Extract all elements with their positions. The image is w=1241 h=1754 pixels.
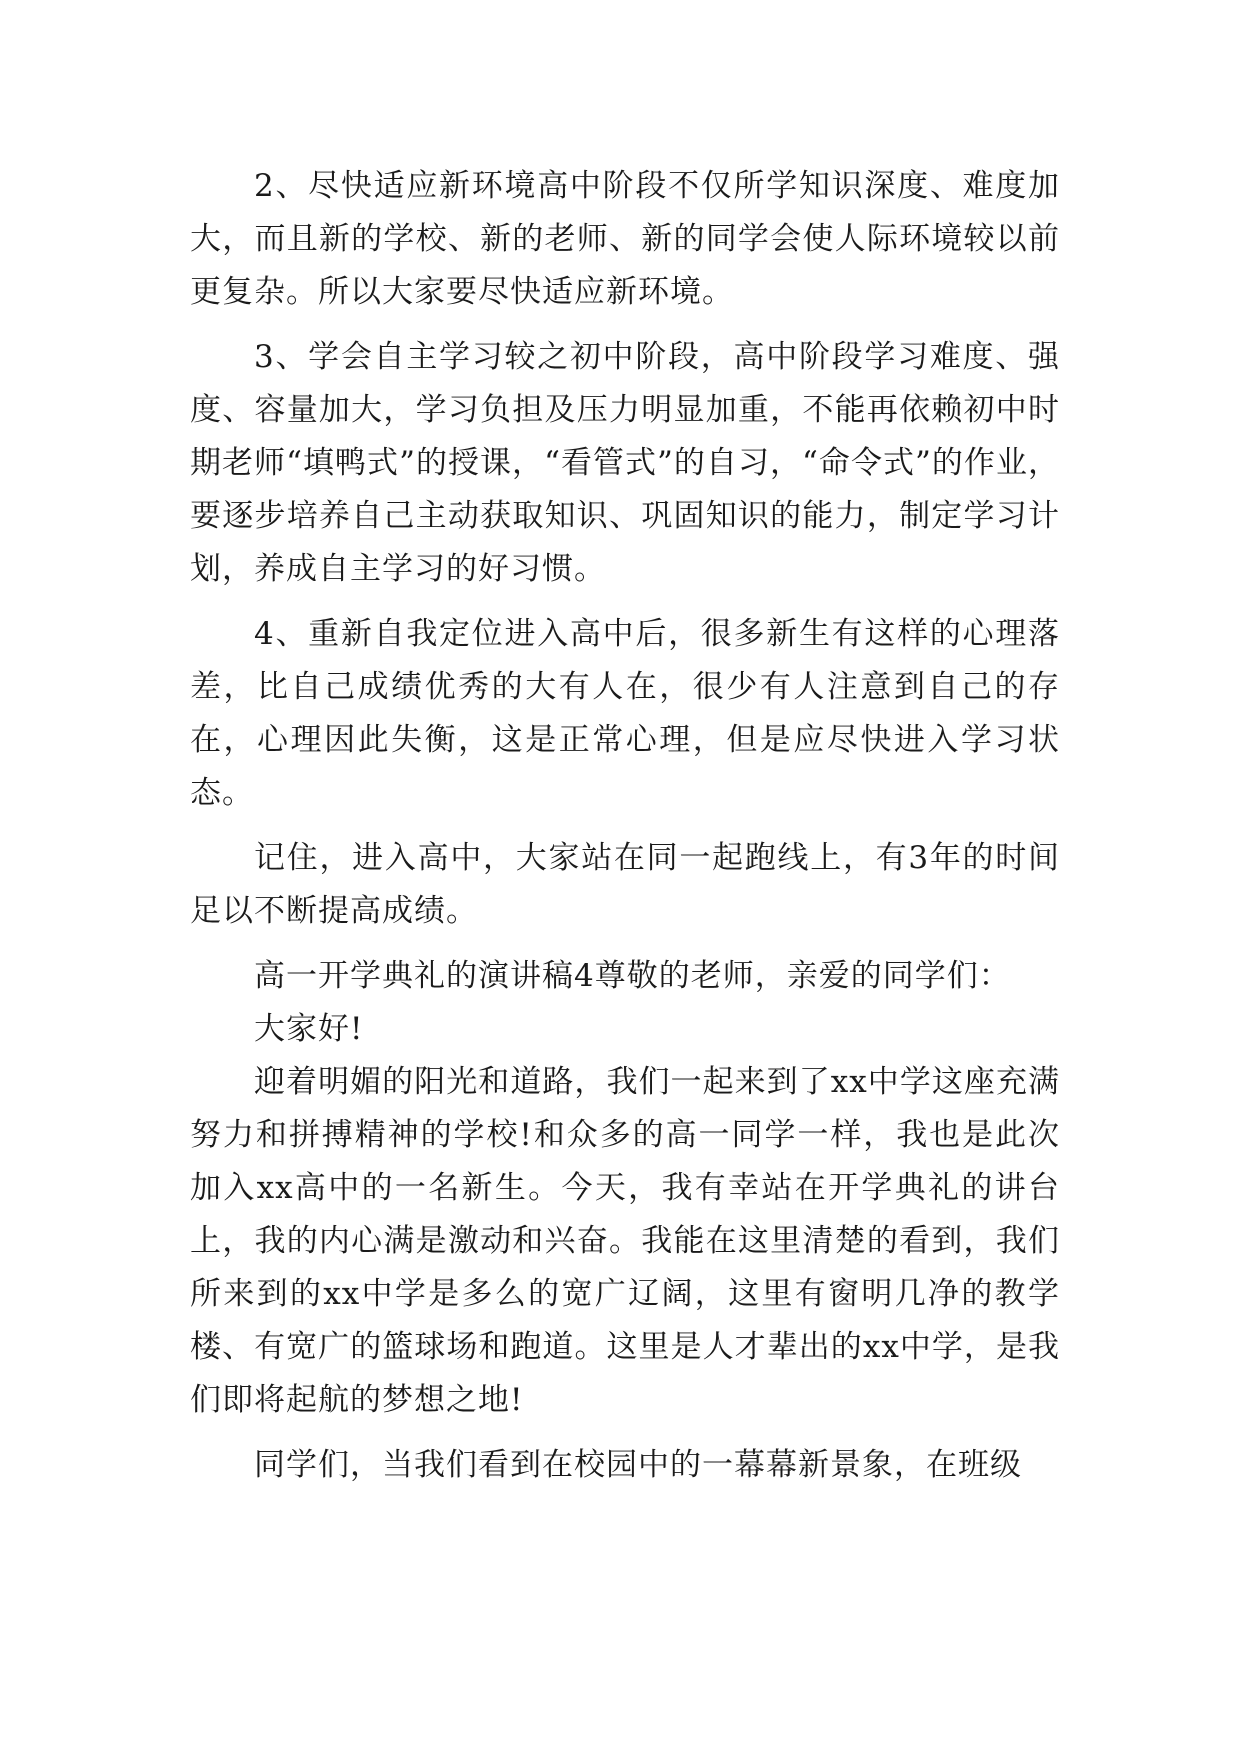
paragraph-adapt-environment: 2、尽快适应新环境高中阶段不仅所学知识深度、难度加大，而且新的学校、新的老师、新的同学会使人际环境较以前更复杂。所以大家要尽快适应新环境。 bbox=[190, 168, 1060, 310]
speech-heading: 高一开学典礼的演讲稿4尊敬的老师，亲爱的同学们： bbox=[254, 958, 1011, 994]
paragraph-remember: 记住，进入高中，大家站在同一起跑线上，有3年的时间足以不断提高成绩。 bbox=[190, 840, 1060, 929]
document-body bbox=[190, 160, 1060, 1492]
paragraph-classmates: 同学们，当我们看到在校园中的一幕幕新景象，在班级 bbox=[254, 1447, 1022, 1483]
paragraph-reposition: 4、重新自我定位进入高中后，很多新生有这样的心理落差，比自己成绩优秀的大有人在，很少有人注意到自己的存在，心理因此失衡，这是正常心理，但是应尽快进入学习状态。 bbox=[190, 616, 1060, 811]
paragraph-self-study: 3、学会自主学习较之初中阶段，高中阶段学习难度、强度、容量加大，学习负担及压力明显加重，不能再依赖初中时期老师“填鸭式”的授课，“看管式”的自习，“命令式”的作业，要逐步培养自己主动获取知识、巩固知识的能力，制定学习计划，养成自主学习的好习惯。 bbox=[190, 339, 1060, 587]
paragraph-speech-body: 迎着明媚的阳光和道路，我们一起来到了xx中学这座充满努力和拼搏精神的学校!和众多的高一同学一样，我也是此次加入xx高中的一名新生。今天，我有幸站在开学典礼的讲台上，我的内心满是激动和兴奋。我能在这里清楚的看到，我们所来到的xx中学是多么的宽广辽阔，这里有窗明几净的教学楼、有宽广的篮球场和跑道。这里是人才辈出的xx中学，是我们即将起航的梦想之地! bbox=[190, 1064, 1060, 1418]
speech-greeting: 大家好! bbox=[254, 1011, 364, 1047]
